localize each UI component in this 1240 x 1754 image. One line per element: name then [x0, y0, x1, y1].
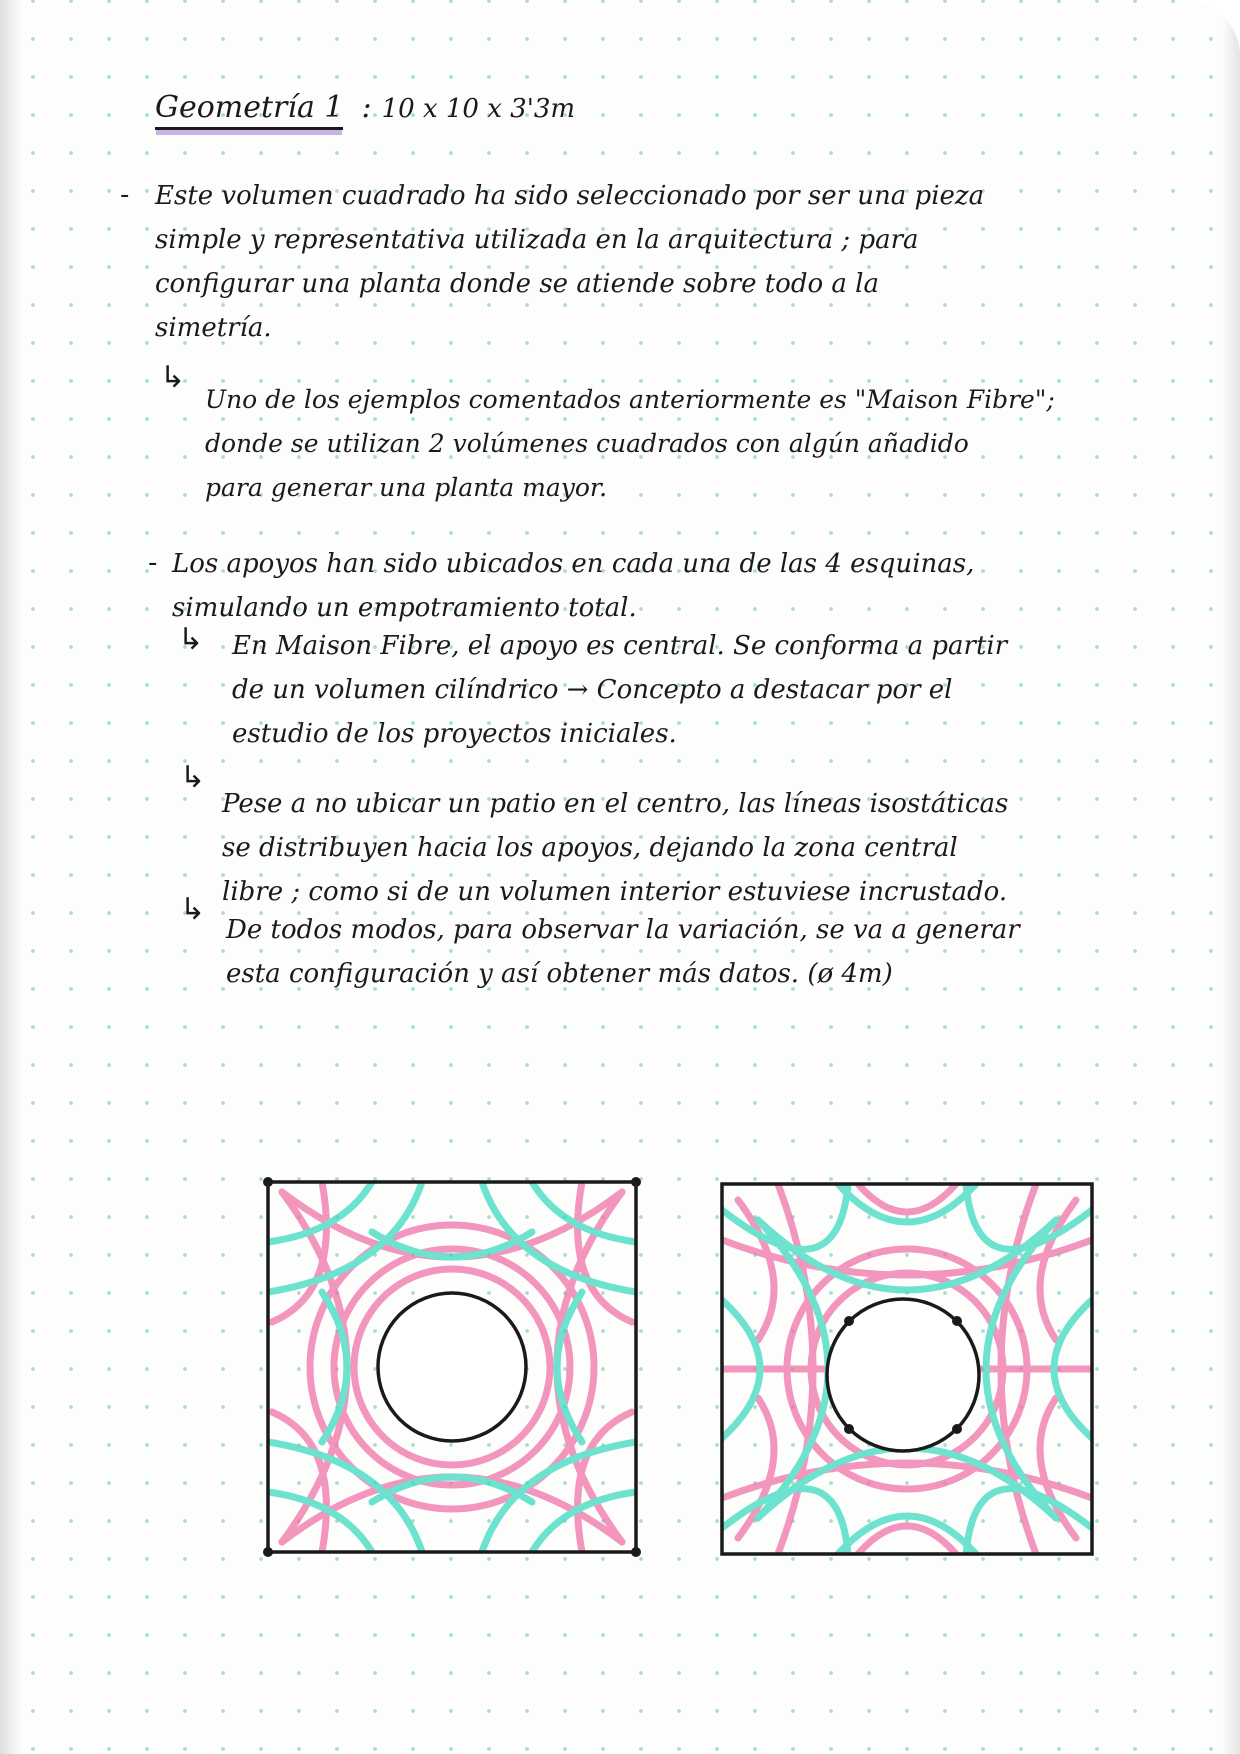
text-line: configurar una planta donde se atiende sobre todo a la [155, 269, 879, 299]
paragraph-supports [172, 542, 974, 630]
page-edge-shadow [1222, 0, 1240, 1754]
support-point [631, 1547, 641, 1557]
support-point [952, 1316, 962, 1326]
text-line: simple y representativa utilizada en la arquitectura ; para [155, 225, 919, 255]
support-point [952, 1424, 962, 1434]
central-supports-diagram [718, 1180, 1096, 1558]
text-line: donde se utilizan 2 volúmenes cuadrados con algún añadido [205, 429, 969, 458]
support-point [844, 1424, 854, 1434]
text-line: Los apoyos han sido ubicados en cada una de las 4 esquinas, [172, 549, 975, 579]
text-line: estudio de los proyectos iniciales. [232, 719, 677, 749]
text-line: Pese a no ubicar un patio en el centro, las líneas isostáticas [222, 789, 1009, 819]
paragraph-intro [155, 174, 984, 350]
text-line: simetría. [155, 313, 272, 343]
paragraph-isostatic-lines [222, 782, 1008, 914]
text-line: libre ; como si de un volumen interior estuviese incrustado. [222, 877, 1008, 907]
bullet-marker: - [120, 180, 130, 210]
arrow-marker: ↳ [180, 760, 206, 795]
text-line: Este volumen cuadrado ha sido seleccionado por ser una pieza [155, 181, 985, 211]
support-point [631, 1177, 641, 1187]
text-line: En Maison Fibre, el apoyo es central. Se conforma a partir [232, 631, 1008, 661]
title-separator: : [361, 90, 372, 125]
paragraph-central-support [232, 624, 1007, 756]
corner-supports-diagram [262, 1172, 642, 1560]
text-line: se distribuyen hacia los apoyos, dejando la zona central [222, 833, 958, 863]
paragraph-variation [226, 908, 1020, 996]
support-point [263, 1177, 273, 1187]
bullet-marker: - [148, 548, 158, 578]
arrow-marker: ↳ [160, 360, 186, 395]
text-line: esta configuración y así obtener más datos. (ø 4m) [226, 959, 893, 989]
support-point [263, 1547, 273, 1557]
title-main: Geometría 1 [155, 90, 343, 130]
arrow-marker: ↳ [180, 892, 206, 927]
text-line: Uno de los ejemplos comentados anteriormente es "Maison Fibre"; [205, 385, 1055, 414]
text-line: de un volumen cilíndrico → Concepto a destacar por el [232, 675, 953, 705]
page-title [155, 90, 575, 130]
title-dimensions: 10 x 10 x 3'3m [381, 94, 576, 124]
central-void-circle [378, 1293, 526, 1441]
support-point [844, 1316, 854, 1326]
spine-shadow [0, 0, 22, 1754]
paragraph-maison-fibre-example [205, 378, 1055, 510]
text-line: para generar una planta mayor. [205, 473, 608, 502]
arrow-marker: ↳ [178, 622, 204, 657]
text-line: simulando un empotramiento total. [172, 593, 637, 623]
text-line: De todos modos, para observar la variación, se va a generar [226, 915, 1020, 945]
